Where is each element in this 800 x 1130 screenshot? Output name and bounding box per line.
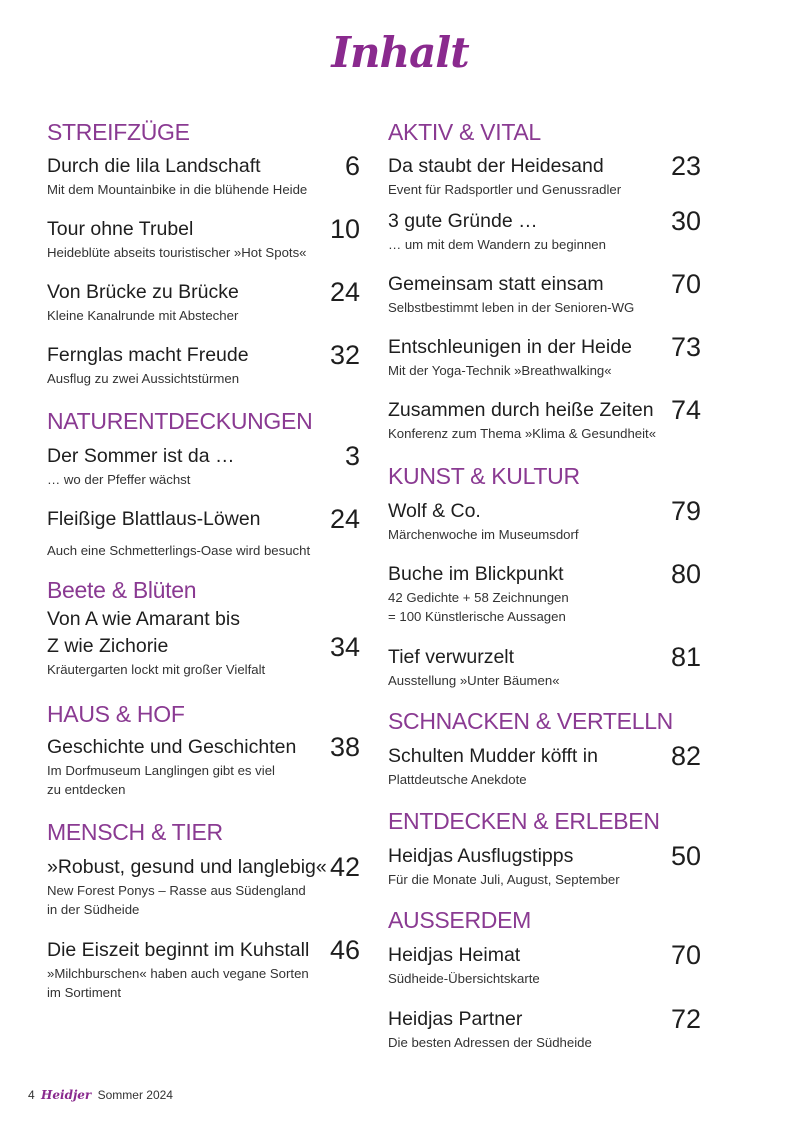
entry-page-number: 70 [670, 940, 701, 970]
entry-subtitle: Event für Radsportler und Genussradler [388, 182, 622, 197]
footer-page-number: 4 [28, 1088, 35, 1102]
entry-title-line2: Z wie Zichorie [47, 635, 169, 657]
entry-subtitle: Für die Monate Juli, August, September [388, 872, 620, 887]
entry-subtitle: Konferenz zum Thema »Klima & Gesundheit« [388, 426, 657, 441]
entry-subtitle: … um mit dem Wandern zu beginnen [388, 237, 606, 252]
entry-subtitle: Südheide-Übersichtskarte [388, 971, 540, 986]
entry-title: »Robust, gesund und langlebig« [47, 856, 327, 878]
entry-subtitle: Mit der Yoga-Technik »Breathwalking« [388, 363, 612, 378]
toc-entry[interactable] [388, 940, 701, 988]
entry-title: Da staubt der Heidesand [388, 155, 604, 177]
toc-entry[interactable] [388, 496, 701, 544]
entry-title: Buche im Blickpunkt [388, 563, 564, 585]
entry-page-number: 82 [670, 741, 701, 771]
entry-subtitle-line1: New Forest Ponys – Rasse aus Südengland [47, 883, 306, 898]
toc-entry[interactable] [47, 608, 360, 679]
section-heading-naturentdeckungen: NATURENTDECKUNGEN [47, 408, 313, 434]
entry-page-number: 6 [344, 151, 360, 181]
entry-subtitle-line1: »Milchburschen« haben auch vegane Sorten [47, 966, 309, 981]
footer-issue: Sommer 2024 [97, 1088, 173, 1102]
toc-entry[interactable] [47, 504, 360, 560]
entry-subtitle: Mit dem Mountainbike in die blühende Heide [47, 182, 308, 197]
entry-title: Wolf & Co. [388, 500, 481, 522]
entry-subtitle-line1: 42 Gedichte + 58 Zeichnungen [388, 590, 569, 605]
entry-subtitle: Auch eine Schmetterlings-Oase wird besucht [47, 543, 311, 558]
section-heading-beete-blueten: Beete & Blüten [47, 577, 197, 603]
toc-entry[interactable] [47, 214, 360, 262]
entry-title: Gemeinsam statt einsam [388, 273, 604, 295]
entry-subtitle: … wo der Pfeffer wächst [47, 472, 191, 487]
entry-subtitle: Kräutergarten lockt mit großer Vielfalt [47, 662, 266, 677]
page-footer [28, 1088, 173, 1102]
entry-title: Durch die lila Landschaft [47, 155, 261, 177]
entry-title: Tief verwurzelt [388, 646, 515, 668]
entry-page-number: 50 [670, 841, 701, 871]
toc-entry[interactable] [388, 332, 701, 380]
entry-subtitle: Die besten Adressen der Südheide [388, 1035, 592, 1050]
section-heading-kunst-kultur: KUNST & KULTUR [388, 463, 580, 489]
entry-page-number: 30 [670, 206, 701, 236]
entry-title: Die Eiszeit beginnt im Kuhstall [47, 939, 310, 961]
entry-page-number: 32 [329, 340, 360, 370]
entry-title: 3 gute Gründe … [388, 210, 538, 232]
entry-page-number: 46 [329, 935, 360, 965]
entry-page-number: 72 [670, 1004, 701, 1034]
entry-title: Heidjas Heimat [388, 944, 521, 966]
toc-entry[interactable] [47, 441, 360, 489]
entry-subtitle-line2: zu entdecken [47, 782, 126, 797]
page-title: Inhalt [331, 28, 469, 77]
entry-page-number: 70 [670, 269, 701, 299]
entry-page-number: 80 [670, 559, 701, 589]
entry-page-number: 23 [670, 151, 701, 181]
entry-subtitle: Selbstbestimmt leben in der Senioren-WG [388, 300, 635, 315]
entry-title: Heidjas Ausflugstipps [388, 845, 574, 867]
toc-entry[interactable] [388, 559, 701, 626]
entry-title: Fleißige Blattlaus-Löwen [47, 508, 261, 530]
entry-subtitle-line2: im Sortiment [47, 985, 122, 1000]
entry-title: Schulten Mudder köfft in [388, 745, 598, 767]
section-heading-haus-hof: HAUS & HOF [47, 701, 185, 727]
entry-subtitle: Heideblüte abseits touristischer »Hot Spots« [47, 245, 307, 260]
toc-entry[interactable] [47, 151, 360, 199]
section-heading-entdecken-erleben: ENTDECKEN & ERLEBEN [388, 808, 660, 834]
entry-title: Von Brücke zu Brücke [47, 281, 239, 303]
entry-page-number: 3 [344, 441, 360, 471]
toc-entry[interactable] [388, 269, 701, 317]
toc-entry[interactable] [388, 206, 701, 254]
toc-entry[interactable] [388, 642, 701, 690]
entry-page-number: 24 [329, 504, 360, 534]
toc-entry[interactable] [47, 935, 360, 1002]
entry-title: Fernglas macht Freude [47, 344, 249, 366]
entry-page-number: 24 [329, 277, 360, 307]
toc-entry[interactable] [388, 741, 701, 789]
toc-entry[interactable] [388, 395, 701, 443]
entry-page-number: 42 [329, 852, 360, 882]
entry-page-number: 38 [329, 732, 360, 762]
toc-entry[interactable] [47, 732, 360, 799]
entry-page-number: 74 [670, 395, 701, 425]
entry-page-number: 10 [329, 214, 360, 244]
entry-page-number: 34 [329, 632, 360, 662]
entry-title: Der Sommer ist da … [47, 445, 235, 467]
entry-title: Heidjas Partner [388, 1008, 523, 1030]
entry-title-line1: Von A wie Amarant bis [47, 608, 240, 630]
entry-subtitle: Plattdeutsche Anekdote [388, 772, 527, 787]
toc-entry[interactable] [47, 852, 360, 919]
entry-subtitle: Kleine Kanalrunde mit Abstecher [47, 308, 239, 323]
entry-title: Tour ohne Trubel [47, 218, 194, 240]
entry-page-number: 73 [670, 332, 701, 362]
toc-entry[interactable] [47, 277, 360, 325]
entry-subtitle: Märchenwoche im Museumsdorf [388, 527, 579, 542]
entry-title: Entschleunigen in der Heide [388, 336, 632, 358]
entry-subtitle: Ausstellung »Unter Bäumen« [388, 673, 560, 688]
section-heading-mensch-tier: MENSCH & TIER [47, 819, 223, 845]
section-heading-schnacken-vertelln: SCHNACKEN & VERTELLN [388, 708, 673, 734]
entry-title: Zusammen durch heiße Zeiten [388, 399, 654, 421]
section-heading-aktiv-vital: AKTIV & VITAL [388, 119, 541, 145]
toc-entry[interactable] [388, 151, 701, 199]
toc-entry[interactable] [47, 340, 360, 388]
entry-title: Geschichte und Geschichten [47, 736, 297, 758]
entry-subtitle: Ausflug zu zwei Aussichtstürmen [47, 371, 240, 386]
magazine-logo: Heidjer [41, 1088, 92, 1102]
entry-subtitle-line1: Im Dorfmuseum Langlingen gibt es viel [47, 763, 275, 778]
entry-subtitle-line2: = 100 Künstlerische Aussagen [388, 609, 566, 624]
toc-entry[interactable] [388, 841, 701, 889]
section-heading-streifzuege: STREIFZÜGE [47, 119, 190, 145]
entry-page-number: 79 [670, 496, 701, 526]
entry-subtitle-line2: in der Südheide [47, 902, 140, 917]
toc-entry[interactable] [388, 1004, 701, 1052]
section-heading-ausserdem: AUSSERDEM [388, 907, 531, 933]
entry-page-number: 81 [670, 642, 701, 672]
